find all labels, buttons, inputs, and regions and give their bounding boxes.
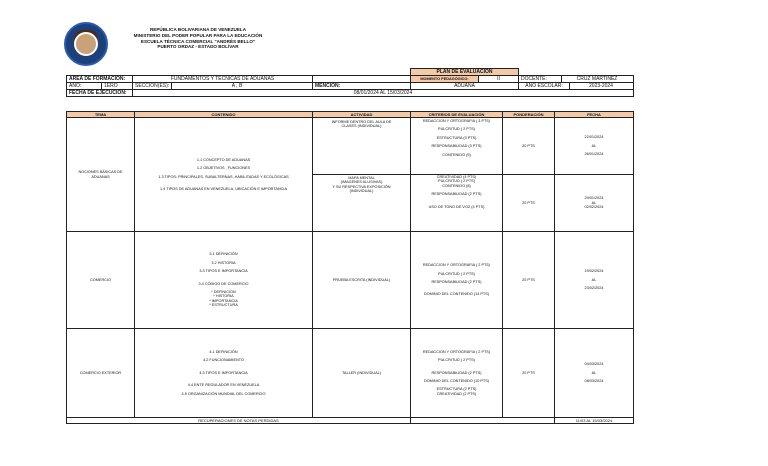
row-actividad: INFORME DENTRO DEL AULA DE CLASES (INDIVIDUAL): [313, 118, 411, 175]
header-line: REPÚBLICA BOLIVARIANA DE VENEZUELA: [149, 27, 247, 32]
area-label: AREA DE FORMACION:: [67, 76, 133, 83]
row-tema: COMERCIO: [67, 232, 135, 329]
institution-header: [128, 27, 268, 50]
row-ponderacion: 20 PTS: [503, 118, 555, 175]
mencion-label: MENCIÓN:: [313, 83, 411, 90]
row-criterios: CREATIVIDAD (4 PTS) PULCRITUD ( 2 PTS) CONTENIDO (8) RESPONSABILIDAD (2 PTS) USO DE TONO DE VOZ (4 PTS): [411, 175, 503, 232]
header-line: MINISTERIO DEL PODER POPULAR PARA LA EDUCACIÓN: [133, 32, 263, 38]
logo-portrait: [74, 32, 98, 56]
row-ponderacion: 20 PTS: [503, 329, 555, 418]
table-footer-row: [67, 418, 634, 424]
table-row: [67, 329, 634, 418]
row-contenido: 3.1 DEFINICIÓN 3.2 HISTORIA 3.3 TIPOS E IMPORTANCIA 3.4 CÓDIGO DE COMERCIO * DEFINICION * HISTORIA * IMPORTANCIA * ESTRUCTURA: [135, 232, 313, 329]
row-contenido: 4.1 DEFINICIÓN 4.2 FUNCIONAMIENTO 4.3 TIPOS E IMPORTANCIA 4.4 ENTE REGULADOR EN VENEZUELA 4.5 ORGANIZACIÓN MUNDIAL DEL COMERCIO: [135, 329, 313, 418]
area-value: FUNDAMENTOS Y TÉCNICAS DE ADUANAS: [133, 76, 313, 83]
plan-info-table: [66, 68, 634, 97]
row-criterios: REDACCION Y ORTOGRAFIA ( 2 PTS) PULCRITUD ( 2 PTS) RESPONSABILIDAD (2 PTS) DOMINIO DEL CONTENIDO (14 PTS): [411, 232, 503, 329]
momento-label: MOMENTO PEDAGÓGICO:: [411, 76, 479, 83]
row-tema: COMERCIO EXTERIOR: [67, 329, 135, 418]
row-contenido: 1.1 CONCEPTO DE ADUANAS 1.2 OBJETIVOS , FUNCIONES 1.3 TIPOS: PRINCIPALES, SUBALTERNAS, HABILITADAS Y ECOLÓGICAS 1.4 TIPOS DE ADUANAS EN VENEZUELA, UBICACIÓN E IMPORTANCIA: [135, 118, 313, 232]
school-logo: [64, 22, 108, 66]
column-header-fecha: FECHA: [555, 112, 634, 118]
table-row: [67, 232, 634, 329]
row-actividad: TALLER (INDIVIDUAL): [313, 329, 411, 418]
header-line: PUERTO ORDAZ - ESTADO BOLÍVAR: [157, 44, 239, 50]
row-fecha: 19/02/2024 AL 23/02/2024: [555, 232, 634, 329]
anio-value: 1ERO: [104, 83, 118, 89]
row-ponderacion: 20 PTS: [503, 175, 555, 232]
column-header-ponderacion: PONDERACIÓN: [503, 112, 555, 118]
row-fecha: 04/03/2024 AL 08/03/2024: [555, 329, 634, 418]
anio-label: AÑO:: [67, 83, 102, 89]
row-actividad: PRUEBA ESCRITA (INDIVIDUAL): [313, 232, 411, 329]
table-row: [67, 118, 634, 175]
row-tema: NOCIONES BÁSICAS DE ADUANAS: [67, 118, 135, 232]
fecha-value: 08/01/2024 AL 15/03/2024: [133, 90, 634, 97]
column-header-tema: TEMA: [67, 112, 135, 118]
mencion-value: ADUANA: [411, 83, 519, 90]
escolar-label: AÑO ESCOLAR:: [525, 83, 563, 89]
footer-fecha: 11/03 AL 15/03/2024: [555, 418, 634, 424]
seccion-label: SECCIÓN(ES):: [133, 83, 172, 89]
footer-label: RECUPERACIONES DE NOTAS PERDIDAS: [67, 418, 411, 424]
row-actividad: MAPA MENTAL (IMAGENES ALUSIVAS) Y SU RESPECTIVA EXPOSICIÓN (INDIVIDUAL): [313, 175, 411, 232]
plan-title: PLAN DE EVALUACIÓN: [411, 69, 519, 76]
header-line: ESCUELA TÉCNICA COMERCIAL "ANDRÉS BELLO": [140, 38, 256, 44]
momento-value: II: [479, 76, 519, 83]
row-criterios: REDACCION Y ORTOGRAFIA ( 2 PTS) PULCRITUD ( 2 PTS) RESPONSABILIDAD (2 PTS) DOMINIO DEL CONTENIDO (10 PTS) ESTRUCTURA (2 PTS) CREATIVIDAD (2 PTS): [411, 329, 503, 418]
column-header-criterios: CRITERIOS DE EVALUACIÓN: [411, 112, 503, 118]
docente-label: DOCENTE:: [519, 76, 562, 82]
row-fecha: 22/01/2024 AL 26/01/2024: [555, 118, 634, 175]
row-fecha: 29/01/2024 AL 02/02/2024: [555, 175, 634, 232]
escolar-value: 2023-2024: [569, 83, 632, 89]
evaluation-table: [66, 111, 634, 424]
fecha-label: FECHA DE EJECUCIÓN:: [67, 90, 133, 97]
column-header-contenido: CONTENIDO: [135, 112, 313, 118]
row-criterios: REDACCION Y ORTOGRAFIA ( 3 PTS) PULCRITUD ( 2 PTS) ESTRUCTURA (3 PTS) RESPONSABILIDAD (3 PTS) CONTENIDO (9): [411, 118, 503, 175]
seccion-value: A , B: [231, 83, 243, 89]
column-header-actividad: ACTIVIDAD: [313, 112, 411, 118]
docente-value: CRUZ MARTÍNEZ: [576, 76, 618, 82]
row-ponderacion: 20 PTS: [503, 232, 555, 329]
